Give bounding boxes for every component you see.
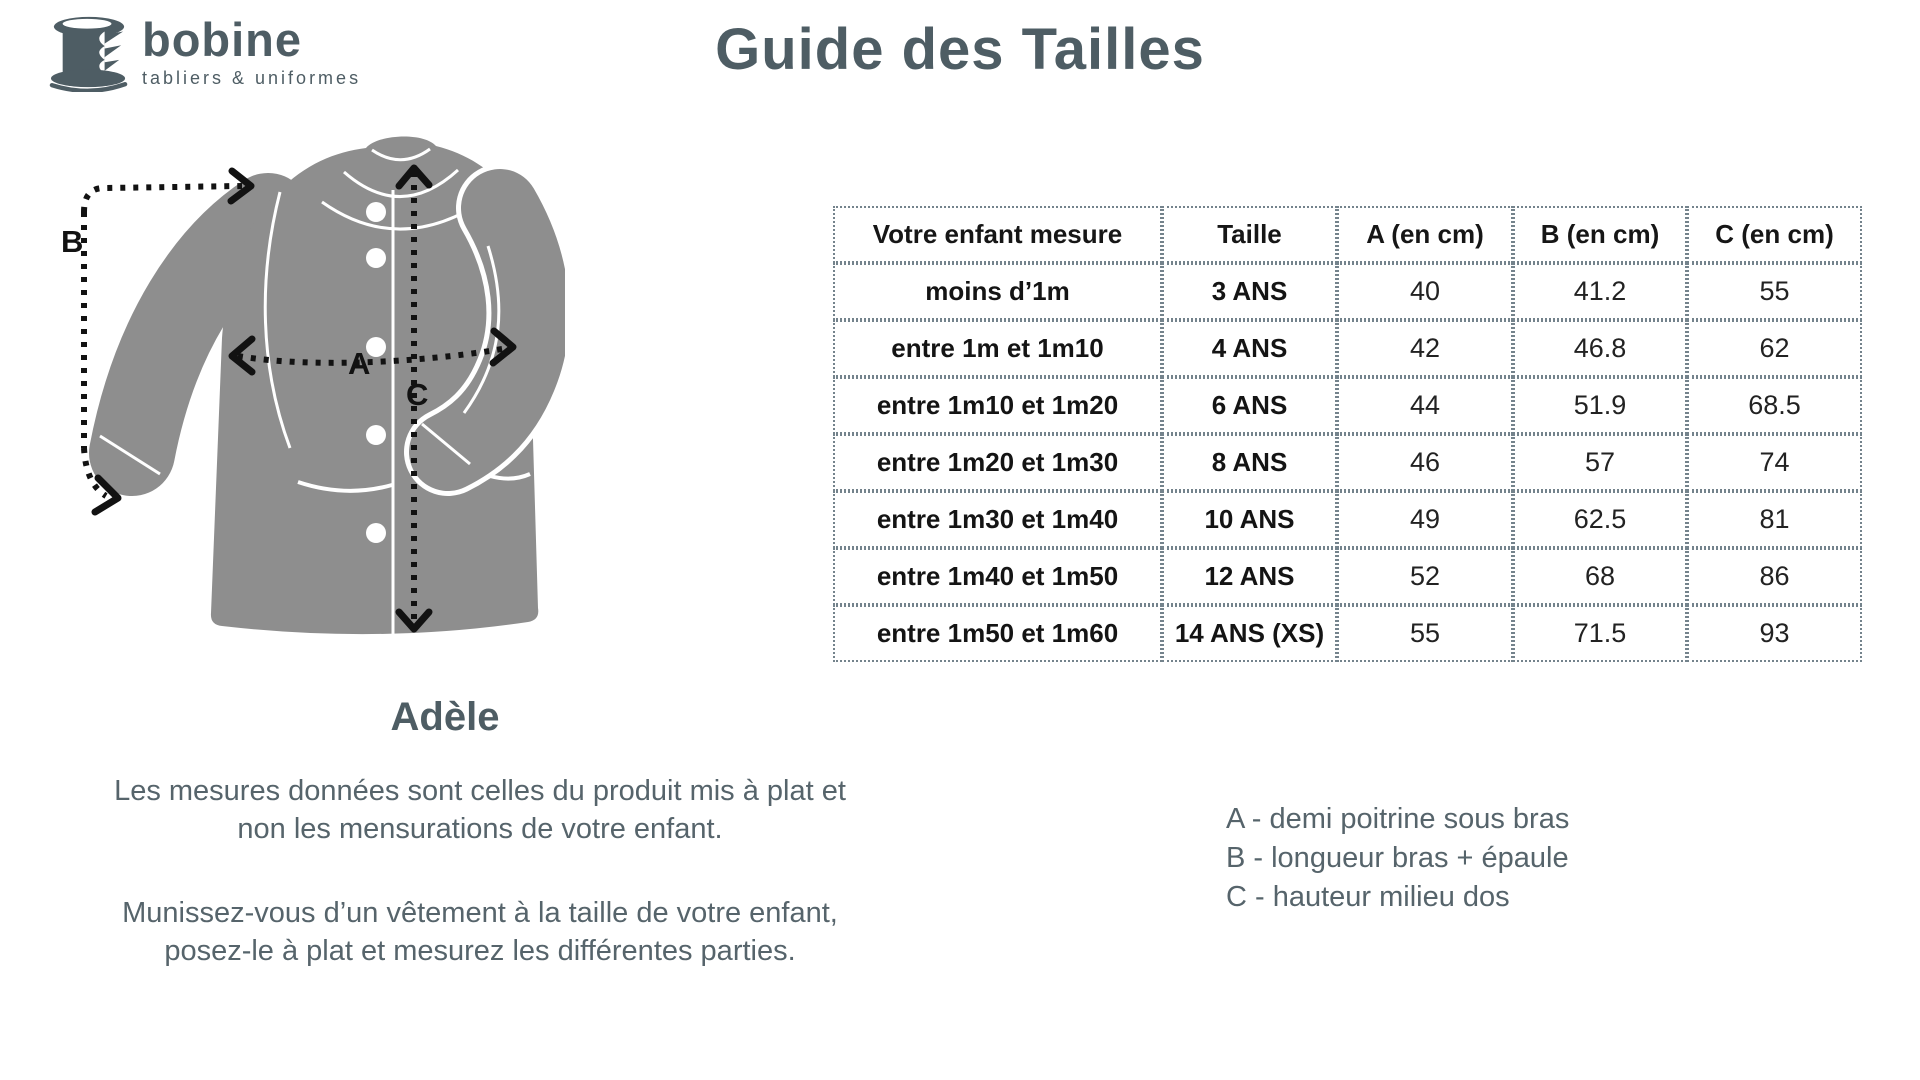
cell-taille: 6 ANS [1162,377,1337,434]
cell-c: 81 [1687,491,1862,548]
measure-b-label: B [61,224,84,259]
cell-taille: 8 ANS [1162,434,1337,491]
cell-mesure: entre 1m50 et 1m60 [833,605,1162,662]
cell-mesure: entre 1m et 1m10 [833,320,1162,377]
cell-taille: 3 ANS [1162,263,1337,320]
cell-a: 40 [1337,263,1513,320]
col-header-b: B (en cm) [1513,206,1687,263]
cell-a: 52 [1337,548,1513,605]
cell-a: 49 [1337,491,1513,548]
cell-a: 44 [1337,377,1513,434]
legend-line-b: B - longueur bras + épaule [1226,842,1569,874]
cell-c: 62 [1687,320,1862,377]
coat-measurement-diagram [60,128,565,648]
table-row [833,605,1862,662]
legend-line-a: A - demi poitrine sous bras [1226,803,1570,835]
cell-b: 71.5 [1513,605,1687,662]
col-header-mesure: Votre enfant mesure [833,206,1162,263]
cell-mesure: entre 1m10 et 1m20 [833,377,1162,434]
cell-taille: 14 ANS (XS) [1162,605,1337,662]
measure-c-label: C [406,377,429,412]
cell-c: 86 [1687,548,1862,605]
size-table [833,206,1862,662]
note-line: Les mesures données sont celles du produit mis à plat et [114,775,846,807]
brand-tagline: tabliers & uniformes [142,68,362,88]
cell-b: 41.2 [1513,263,1687,320]
cell-taille: 12 ANS [1162,548,1337,605]
cell-b: 68 [1513,548,1687,605]
table-row [833,377,1862,434]
page-title: Guide des Tailles [715,17,1205,82]
cell-mesure: entre 1m30 et 1m40 [833,491,1162,548]
cell-c: 55 [1687,263,1862,320]
col-header-a: A (en cm) [1337,206,1513,263]
cell-b: 62.5 [1513,491,1687,548]
cell-a: 46 [1337,434,1513,491]
table-row [833,263,1862,320]
note-line: non les mensurations de votre enfant. [237,813,723,845]
note-line: Munissez-vous d’un vêtement à la taille de votre enfant, [122,897,838,929]
note-paragraph-2 [30,894,930,970]
cell-mesure: entre 1m40 et 1m50 [833,548,1162,605]
note-paragraph-1 [30,772,930,848]
note-line: posez-le à plat et mesurez les différentes parties. [164,935,796,967]
measurement-notes [30,772,930,970]
cell-b: 46.8 [1513,320,1687,377]
cell-taille: 4 ANS [1162,320,1337,377]
table-row [833,434,1862,491]
measure-a-label: A [348,346,371,381]
col-header-c: C (en cm) [1687,206,1862,263]
col-header-taille: Taille [1162,206,1337,263]
table-row [833,491,1862,548]
table-row [833,548,1862,605]
cell-c: 93 [1687,605,1862,662]
cell-a: 42 [1337,320,1513,377]
cell-c: 68.5 [1687,377,1862,434]
cell-a: 55 [1337,605,1513,662]
cell-mesure: entre 1m20 et 1m30 [833,434,1162,491]
product-name: Adèle [390,695,500,739]
cell-b: 51.9 [1513,377,1687,434]
cell-mesure: moins d’1m [833,263,1162,320]
legend-line-c: C - hauteur milieu dos [1226,881,1510,913]
cell-taille: 10 ANS [1162,491,1337,548]
table-header-row [833,206,1862,263]
table-row [833,320,1862,377]
brand-name: bobine [142,13,303,66]
cell-c: 74 [1687,434,1862,491]
cell-b: 57 [1513,434,1687,491]
measurement-legend [1226,800,1569,917]
